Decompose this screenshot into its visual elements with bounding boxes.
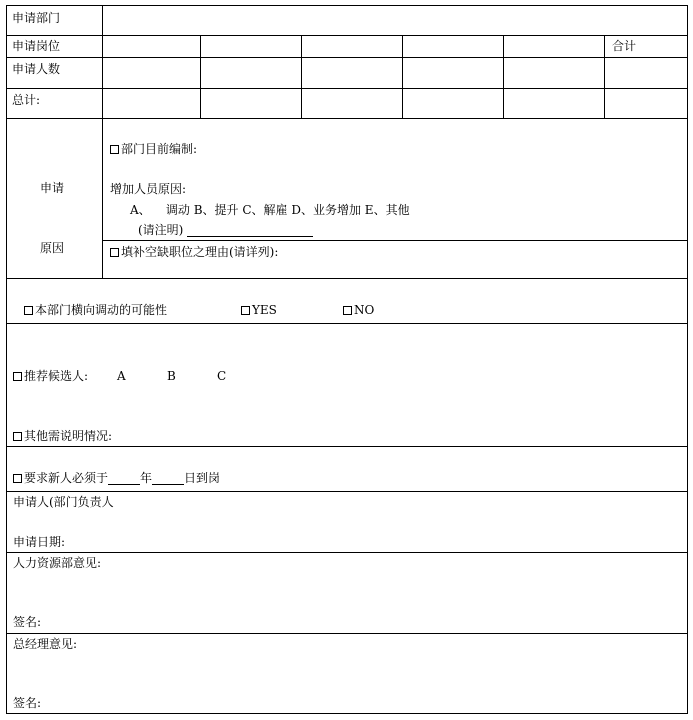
explain-blank[interactable]: [187, 224, 313, 237]
no-option: [343, 303, 374, 317]
arrival-row: [13, 471, 220, 485]
gm-sign-label: 签名:: [13, 696, 42, 710]
no-label: NO: [354, 303, 375, 317]
border-bottom: [6, 713, 688, 714]
increase-reason-label: 增加人员原因:: [110, 182, 187, 196]
checkbox[interactable]: [110, 145, 119, 154]
checkbox[interactable]: [13, 432, 22, 441]
other-row: [13, 429, 112, 443]
col-line: [200, 35, 201, 118]
candidates-label: 推荐候选人:: [24, 369, 89, 383]
checkbox[interactable]: [343, 306, 352, 315]
applicant-label: 申请人(部门负责人: [13, 495, 114, 509]
explain-row: [138, 223, 313, 237]
other-label: 其他需说明情况:: [24, 429, 113, 443]
transfer-row: [24, 303, 167, 317]
explain-label: (请注明): [138, 223, 184, 237]
candidate-c: C: [217, 369, 227, 383]
col-line: [102, 5, 103, 278]
reason-label-top: 申请: [40, 181, 65, 195]
day-blank[interactable]: [152, 472, 184, 485]
row-line: [6, 35, 688, 36]
col-line: [604, 35, 605, 118]
total-col-label: 合计: [612, 39, 637, 53]
row-line: [6, 491, 688, 492]
current-staffing-row: [110, 142, 197, 156]
current-staffing-label: 部门目前编制:: [121, 142, 198, 156]
border-top: [6, 5, 688, 6]
col-line: [503, 35, 504, 118]
position-label: 申请岗位: [12, 39, 61, 53]
reason-label-bottom: 原因: [40, 241, 65, 255]
vacancy-label: 填补空缺职位之理由(请详列):: [121, 245, 279, 259]
row-line: [6, 446, 688, 447]
candidate-a: A: [117, 369, 126, 383]
hr-sign-label: 签名:: [13, 615, 42, 629]
row-line: [6, 88, 688, 89]
total-row-label: 总计:: [12, 93, 41, 107]
hr-opinion-label: 人力资源部意见:: [13, 556, 102, 570]
transfer-label: 本部门横向调动的可能性: [35, 303, 168, 317]
checkbox[interactable]: [24, 306, 33, 315]
checkbox[interactable]: [241, 306, 250, 315]
col-line: [402, 35, 403, 118]
checkbox[interactable]: [110, 248, 119, 257]
yes-label: YES: [252, 303, 277, 317]
candidate-b: B: [167, 369, 176, 383]
row-line: [102, 240, 688, 241]
row-line: [6, 552, 688, 553]
arrival-suffix: 日到岗: [184, 471, 221, 485]
checkbox[interactable]: [13, 372, 22, 381]
border-left: [6, 5, 7, 714]
border-right: [687, 5, 688, 714]
row-line: [6, 278, 688, 279]
reason-options: A、 调动 B、提升 C、解雇 D、业务增加 E、其他: [130, 203, 410, 217]
checkbox[interactable]: [13, 474, 22, 483]
headcount-label: 申请人数: [12, 62, 61, 76]
gm-opinion-label: 总经理意见:: [13, 637, 78, 651]
arrival-year: 年: [140, 471, 153, 485]
requisition-form: [6, 5, 688, 714]
row-line: [6, 118, 688, 119]
year-blank[interactable]: [108, 472, 140, 485]
arrival-prefix: 要求新人必须于: [24, 471, 109, 485]
candidates-row: [13, 369, 88, 383]
row-line: [6, 323, 688, 324]
application-date-label: 申请日期:: [13, 535, 66, 549]
col-line: [301, 35, 302, 118]
dept-label: 申请部门: [12, 11, 61, 25]
row-line: [6, 633, 688, 634]
vacancy-row: [110, 245, 278, 259]
yes-option: [241, 303, 277, 317]
row-line: [6, 57, 688, 58]
